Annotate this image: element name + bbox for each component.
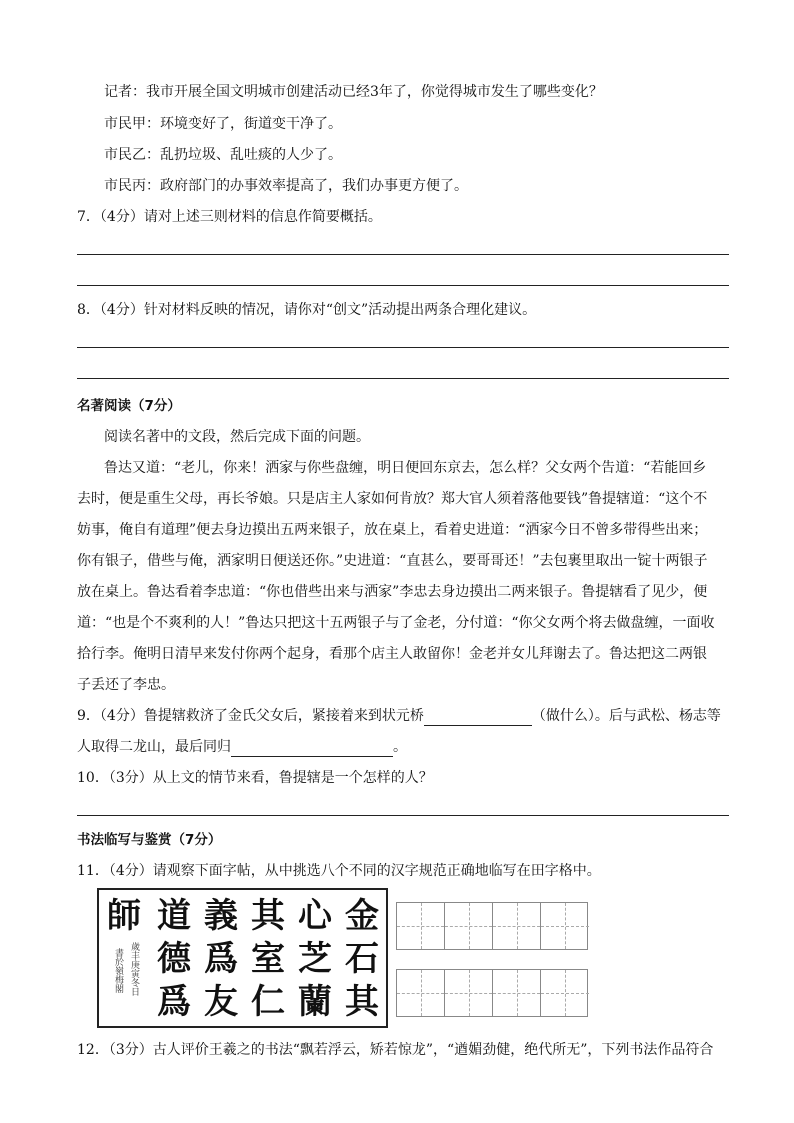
section-title-calligraphy: 书法临写与鉴赏（7分） xyxy=(77,832,222,848)
answer-line[interactable] xyxy=(77,347,729,348)
tianzi-cell[interactable] xyxy=(397,903,445,949)
passage-line: 鲁达又道：“老儿，你来！洒家与你些盘缠，明日便回东京去，怎么样？父女两个告道：“若能回乡 xyxy=(104,460,707,476)
question-9-text: （做什么）。后与武松、杨志等 xyxy=(531,708,721,724)
question-11: 11．（4分）请观察下面字帖，从中挑选八个不同的汉字规范正确地临写在田字格中。 xyxy=(77,863,601,879)
answer-line[interactable] xyxy=(77,254,729,255)
passage-line: 去时，便是重生父母，再长爷娘。只是店主人家如何肯放？郑大官人须着落他要钱”鲁提辖道：“这个不 xyxy=(77,491,708,507)
tianzi-cell[interactable] xyxy=(541,903,589,949)
tianzi-cell[interactable] xyxy=(493,970,541,1016)
question-9-line2 xyxy=(77,737,407,757)
calligraphy-char: 師 xyxy=(107,896,141,936)
material-line: 记者：我市开展全国文明城市创建活动已经3年了，你觉得城市发生了哪些变化？ xyxy=(104,84,603,100)
passage-line: 子丢还了李忠。 xyxy=(77,677,175,693)
fill-blank-1[interactable] xyxy=(424,709,532,726)
calligraphy-char: 其 xyxy=(251,896,285,936)
material-line: 市民丙：政府部门的办事效率提高了，我们办事更方便了。 xyxy=(104,178,468,194)
calligraphy-char: 其 xyxy=(345,982,379,1022)
calligraphy-copybook xyxy=(97,888,388,1028)
passage-line: 拾行李。俺明日清早来发付你两个起身，看那个店主人敢留你！金老并女儿拜谢去了。鲁达把这二两银 xyxy=(77,646,707,662)
inscription: 歲丰庚寅冬日 xyxy=(129,942,139,996)
calligraphy-char: 道 xyxy=(157,896,191,936)
answer-line[interactable] xyxy=(77,815,729,816)
question-9-text: 。 xyxy=(393,739,407,755)
calligraphy-char: 室 xyxy=(251,939,285,979)
material-line: 市民甲：环境变好了，街道变干净了。 xyxy=(104,116,342,132)
inscription: 書於嶺梅閣 xyxy=(113,948,123,993)
question-9-line1 xyxy=(77,706,721,726)
calligraphy-char: 心 xyxy=(298,896,332,936)
tianzi-cell[interactable] xyxy=(397,970,445,1016)
question-7: 7．（4分）请对上述三则材料的信息作简要概括。 xyxy=(77,209,382,225)
question-10: 10．（3分）从上文的情节来看，鲁提辖是一个怎样的人？ xyxy=(77,770,433,786)
fill-blank-2[interactable] xyxy=(231,740,393,757)
passage-line: 道：“也是个不爽利的人！”鲁达只把这十五两银子与了金老，分付道：“你父女两个将去做盘缠，一面收 xyxy=(77,615,715,631)
passage-line: 放在桌上。鲁达看着李忠道：“你也借些出来与洒家”李忠去身边摸出二两来银子。鲁提辖看了见少，便 xyxy=(77,584,708,600)
calligraphy-char: 仁 xyxy=(251,982,285,1022)
calligraphy-char: 石 xyxy=(345,939,379,979)
calligraphy-char: 爲 xyxy=(157,982,191,1022)
tianzi-grid-row-1 xyxy=(396,902,588,950)
calligraphy-char: 金 xyxy=(345,896,379,936)
question-9-text: 人取得二龙山，最后同归 xyxy=(77,739,231,755)
question-9-text: 9．（4分）鲁提辖救济了金氏父女后，紧接着来到状元桥 xyxy=(77,708,424,724)
tianzi-cell[interactable] xyxy=(493,903,541,949)
passage-line: 你有银子，借些与俺，洒家明日便送还你。”史进道：“直甚么，要哥哥还！”去包裹里取出一锭十两银子 xyxy=(77,553,708,569)
tianzi-grid-row-2 xyxy=(396,969,588,1017)
answer-line[interactable] xyxy=(77,378,729,379)
answer-line[interactable] xyxy=(77,285,729,286)
material-line: 市民乙：乱扔垃圾、乱吐痰的人少了。 xyxy=(104,147,342,163)
reading-intro: 阅读名著中的文段，然后完成下面的问题。 xyxy=(104,429,370,445)
tianzi-cell[interactable] xyxy=(445,970,493,1016)
calligraphy-char: 芝 xyxy=(298,939,332,979)
calligraphy-char: 友 xyxy=(204,982,238,1022)
tianzi-cell[interactable] xyxy=(541,970,589,1016)
question-12: 12．（3分）古人评价王羲之的书法“飘若浮云，矫若惊龙”，“遒媚劲健，绝代所无”，下列书法作品符合 xyxy=(77,1042,714,1058)
calligraphy-char: 蘭 xyxy=(298,982,332,1022)
calligraphy-char: 義 xyxy=(204,896,238,936)
calligraphy-char: 爲 xyxy=(204,939,238,979)
question-8: 8．（4分）针对材料反映的情况，请你对“创文”活动提出两条合理化建议。 xyxy=(77,302,537,318)
section-title-reading: 名著阅读（7分） xyxy=(77,398,181,414)
calligraphy-char: 德 xyxy=(157,939,191,979)
passage-line: 妨事，俺自有道理”便去身边摸出五两来银子，放在桌上，看着史进道：“洒家今日不曾多带得些出来； xyxy=(77,522,708,538)
tianzi-cell[interactable] xyxy=(445,903,493,949)
